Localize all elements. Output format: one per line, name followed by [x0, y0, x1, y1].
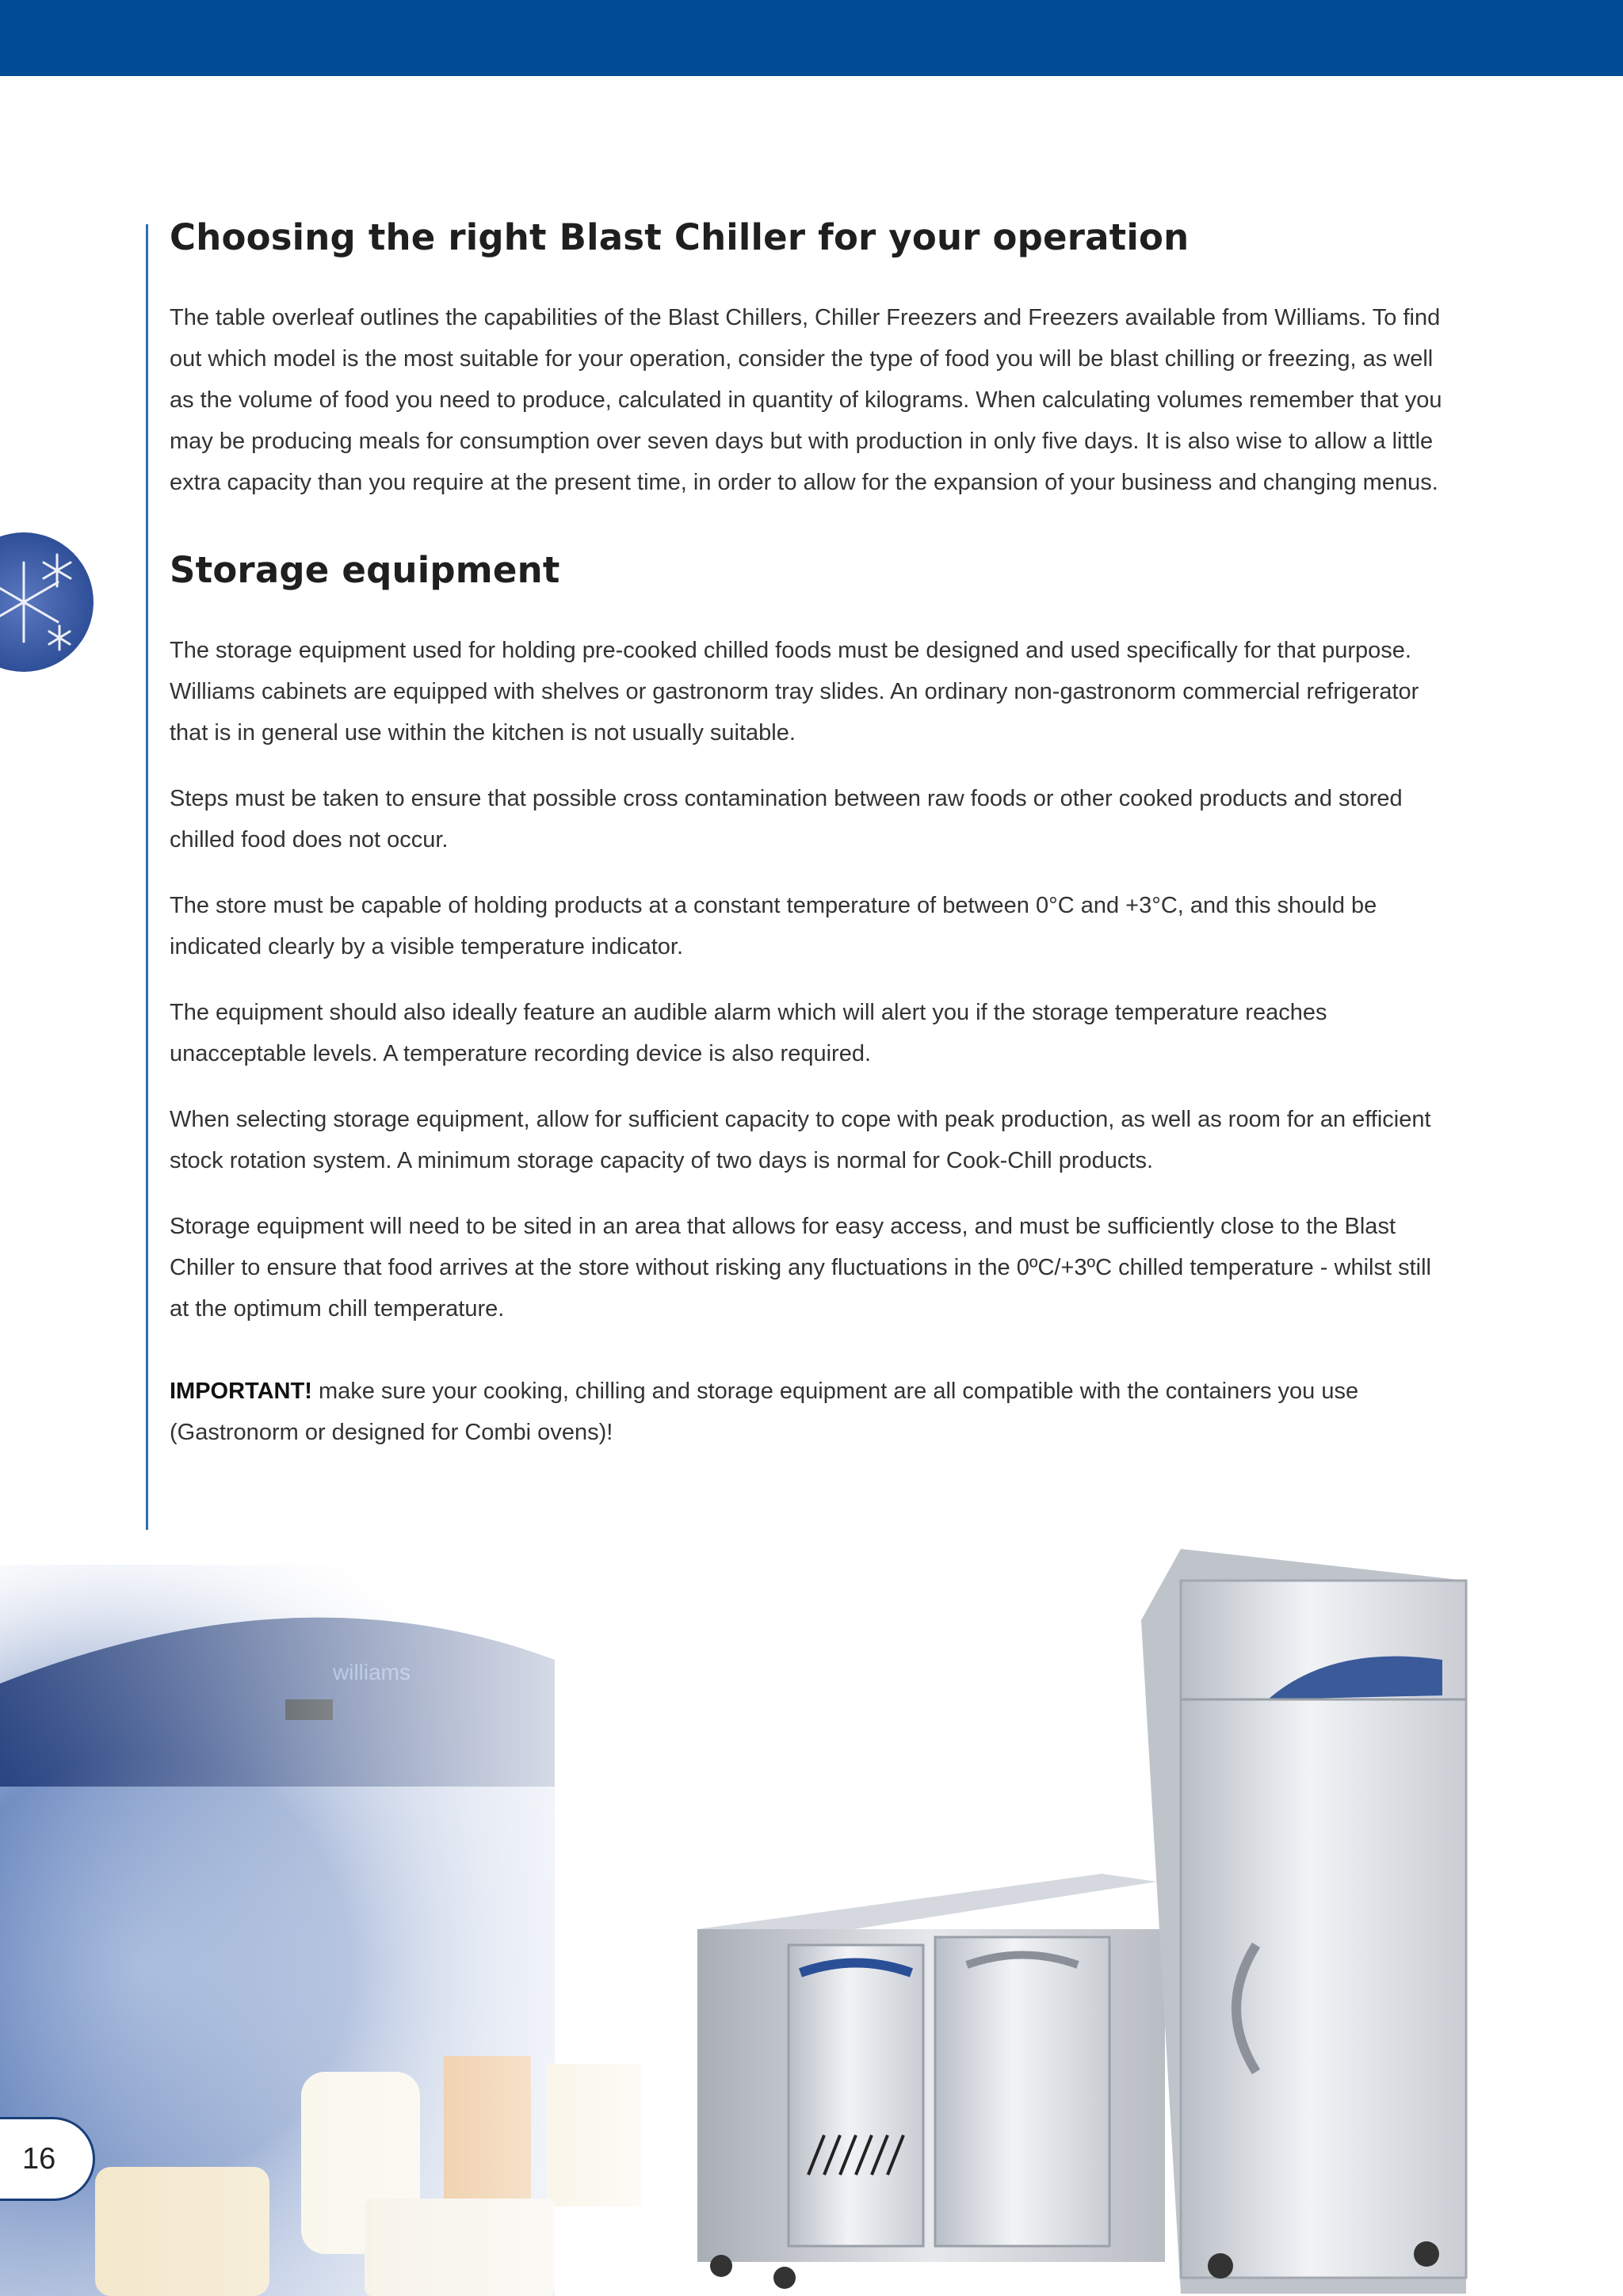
intro-paragraph: The table overleaf outlines the capabilities of the Blast Chillers, Chiller Freezers and Freezers available from Williams. To find out which model is the most suitable for your operation, consider the type of food you will be blast chilling or freezing, as well as the volume of food you need to produce, calculated in quantity of kilograms. When calculating volumes remember that you may be producing meals for consumption over seven days but with production in only five days. It is also wise to allow a little extra capacity than you require at the present time, in order to allow for the expansion of your business and changing menus.: [170, 305, 1442, 495]
heading-storage-equipment: Storage equipment: [170, 549, 560, 591]
heading-blast-chiller: Choosing the right Blast Chiller for your operation: [170, 216, 1190, 258]
header-band: [0, 0, 1623, 76]
snowflake-icon: [0, 531, 95, 673]
storage-paragraph-3: The store must be capable of holding products at a constant temperature of between 0°C and +3°C, and this should be indicated clearly by a visible temperature indicator.: [170, 893, 1377, 959]
storage-paragraph-2: Steps must be taken to ensure that possible cross contamination between raw foods or other cooked products and stored chilled food does not occur.: [170, 786, 1403, 852]
storage-paragraph-1: The storage equipment used for holding pre-cooked chilled foods must be designed and used specifically for that purpose. Williams cabinets are equipped with shelves or gastronorm tray slides. An ordinary non-gastronorm commercial refrigerator that is in general use within the kitchen is not usually suitable.: [170, 638, 1419, 746]
important-note: [170, 1371, 1453, 1453]
side-rule: [146, 224, 148, 1530]
page-number: 16: [0, 2117, 95, 2201]
important-text: make sure your cooking, chilling and storage equipment are all compatible with the containers you use (Gastronorm or designed for Combi ovens)!: [170, 1379, 1359, 1445]
storage-paragraph-5: When selecting storage equipment, allow for sufficient capacity to cope with peak production, as well as room for an efficient stock rotation system. A minimum storage capacity of two days is normal for Cook-Chill products.: [170, 1107, 1431, 1173]
storage-paragraph-4: The equipment should also ideally feature an audible alarm which will alert you if the storage temperature reaches unacceptable levels. A temperature recording device is also required.: [170, 1000, 1327, 1066]
article-body: [170, 210, 1453, 1478]
important-label: IMPORTANT!: [170, 1379, 312, 1404]
storage-paragraph-6: Storage equipment will need to be sited in an area that allows for easy access, and must be sufficiently close to the Blast Chiller to ensure that food arrives at the store without risking any fluctuations in the 0ºC/+3ºC chilled temperature - whilst still at the optimum chill temperature.: [170, 1214, 1431, 1322]
product-photo: [0, 1549, 1623, 2296]
